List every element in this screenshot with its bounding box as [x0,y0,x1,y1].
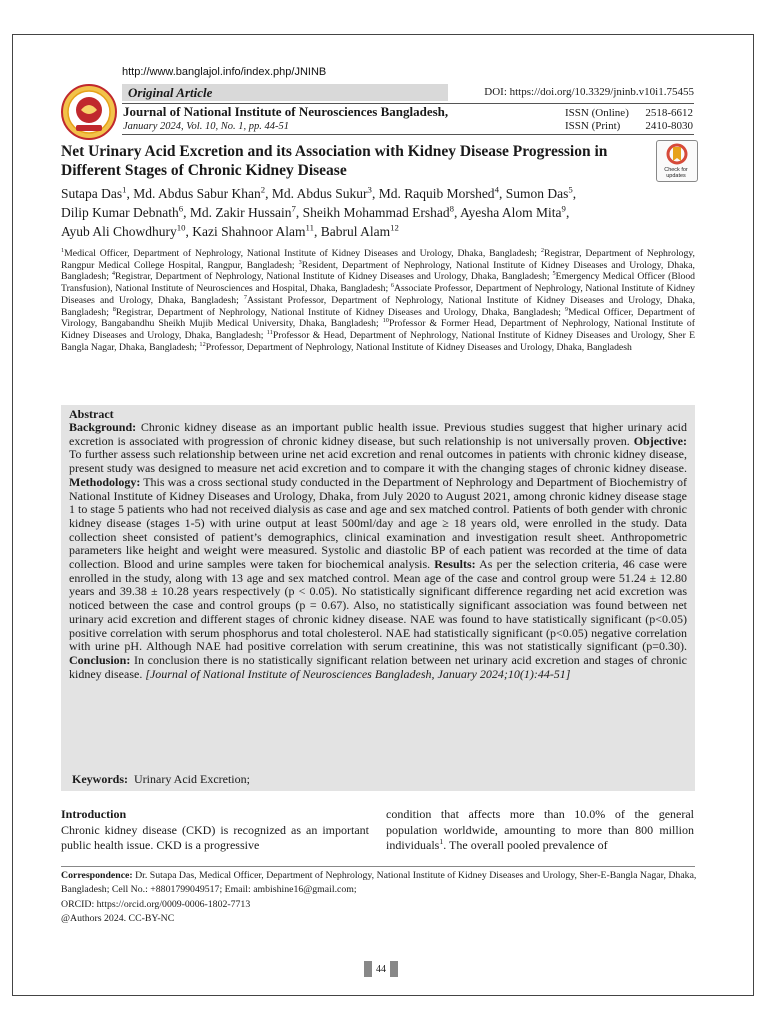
affiliation-sup: 10 [382,316,389,324]
introduction-text-left: Chronic kidney disease (CKD) is recognized as an important public health issue. CKD is a progressive [61,822,369,852]
abstract-text [69,421,687,681]
affiliation-sup: 12 [199,340,206,348]
affiliation-sup: 9 [564,305,569,313]
orcid-link[interactable]: ORCID: https://orcid.org/0009-0006-1802-7713 [61,898,251,910]
check-for-updates-label: Check for updates [664,167,688,179]
author-sup: 11 [305,222,314,233]
background-label: Background: [69,420,137,434]
affiliation-text: Assistant Professor, Department of Nephrology, National Institute of Kidney Diseases and Urology, Dhaka, Bangladesh; [61,294,695,318]
affiliation-text: Registrar, Department of Nephrology, National Institute of Kidney Diseases and Urology, Dhaka, Bangladesh; [115,271,553,283]
conclusion-text: In conclusion there is no statistically significant relation between net urinary acid excretion and stages of chronic kidney disease. [69,652,687,681]
results-label: Results: [434,557,476,572]
page-number-bar-left [364,961,372,977]
page-number-bar-right [390,961,398,977]
journal-title: Journal of National Institute of Neurosciences Bangladesh, [123,104,449,119]
author-name: Md. Abdus Sabur Khan [133,186,261,201]
methodology-label: Methodology: [69,474,141,489]
methodology-text: This was a cross sectional study conducted in the Department of Nephrology and Department of Biochemistry of National Institute of Kidney Diseases and Urology, Dhaka, from July 2020 to August 2021, among chronic kidney disease stage 1 to stage 5 patients who had not received dialysis as case and age and sex matched control. Patients of both gender with chronic kidney disease (stages 1-5) with urine output at least 500ml/day and age ≥ 18 years old, were enrolled in the study. Data collection sheet consisted of patient’s demographics, clinical examination and investigation result sheet. Anthropometric parameters like height and weight were measured. Systolic and diastolic BP of each patient was recorded at the time of data collection. Blood and urine samples were taken for biochemical analysis. [69,474,687,572]
author-sup: 12 [390,222,399,233]
author-name: Ayub Ali Chowdhury [61,224,177,239]
issn-print: 2410-8030 [645,120,693,132]
author-name: Ayesha Alom Mita [460,205,562,220]
journal-logo-icon [60,83,118,141]
citation-ref: 1 [439,837,444,846]
issn-online: 2518-6612 [645,107,693,119]
affiliation-text: Medical Officer, Department of Nephrology, National Institute of Kidney Diseases and Urology, Dhaka, Bangladesh; [64,248,541,259]
background-text: Chronic kidney disease as an important public health issue. Previous studies suggest that higher urinary acid excretion is associated with progression of chronic kidney disease, but such relationship is not universally proven. [69,420,687,448]
author-sup: 10 [176,222,186,233]
correspondence-label: Correspondence: [61,870,133,881]
abstract-citation: [Journal of National Institute of Neurosciences Bangladesh, January 2024;10(1):44-51] [145,666,571,681]
objective-label: Objective: [633,433,687,448]
keywords [72,772,250,787]
affiliations [61,248,695,353]
affiliation-sup: 1 [61,246,65,254]
keywords-label: Keywords: [72,772,128,786]
affiliation-text: Emergency Medical Officer (Blood Transfusion), National Institute of Neurosciences and Hospital, Dhaka, Bangladesh; [61,271,696,295]
header-bottom-divider [122,134,694,135]
author-sup: 2 [260,184,266,195]
journal-issue: January 2024, Vol. 10, No. 1, pp. 44-51 [123,121,289,132]
affiliation-sup: 2 [540,246,544,254]
author-list: Sutapa Das$^1$, Md. Abdus Sabur Khan$^2$, Md. Abdus Sukur$^3$, Md. Raquib Morshed$^4$, Sumon Das$^5$, Dilip Kumar Debnath$^6$, Md. Zakir Hussain$^7$, Sheikh Mohammad Ershad$^8$, Ayesha Alom Mita$^9$, Ayub Ali Chowdhury$^{10}$, Kazi Shahnoor Alam$^{11}$, Babrul Alam$^{12}$ [61,184,577,239]
author-sup: 7 [291,203,296,214]
keywords-text: Urinary Acid Excretion; [134,772,250,786]
issn-block [565,107,693,133]
author-sup: 4 [494,184,499,195]
affiliation-text: Professor & Head, Department of Nephrology, National Institute of Kidney Diseases and Urology, Sher E Bangla Nagar, Dhaka, Bangladesh; [61,329,695,353]
affiliation-sup: 6 [390,281,395,289]
affiliation-text: Resident, Department of Nephrology, National Institute of Kidney Diseases and Urology, Dhaka, Bangladesh; [61,259,695,283]
doi-link[interactable]: DOI: https://doi.org/10.3329/jninb.v10i1.75455 [484,86,694,98]
abstract-heading: Abstract [69,407,114,421]
journal-url[interactable]: http://www.banglajol.info/index.php/JNINB [122,66,327,78]
bookmark-icon [657,141,697,169]
affiliation-sup: 11 [266,328,273,336]
correspondence-text: Dr. Sutapa Das, Medical Officer, Department of Nephrology, National Institute of Kidney Diseases and Urology, Sher-E-Bangla Nagar, Dhaka, Bangladesh; Cell No.: +8801799049517; Email: ambishine16@gmail.com; [61,870,697,896]
affiliation-sup: 3 [298,258,302,266]
author-name: Kazi Shahnoor Alam [192,224,306,239]
author-name: Sumon Das [505,186,569,201]
correspondence-block [61,869,701,926]
affiliation-text: Registrar, Department of Nephrology, National Institute of Kidney Diseases and Urology, Dhaka, Bangladesh; [115,306,565,318]
affiliation-text: Registrar, Department of Nephrology, Rangpur Medical College Hospital, Rangpur, Bangladesh; [61,248,695,271]
author-name: Dilip Kumar Debnath [61,205,179,220]
affiliation-sup: 7 [243,293,247,301]
author-name: Sheikh Mohammad Ershad [302,205,450,220]
article-title: Net Urinary Acid Excretion and its Association with Kidney Disease Progression in Different Stages of Chronic Kidney Disease [61,143,608,179]
issn-print-label: ISSN (Print) [565,120,621,132]
author-name: Sutapa Das [61,186,123,201]
body-column-left [61,807,369,854]
author-name: Md. Raquib Morshed [378,186,495,201]
footer-divider [61,866,695,867]
objective-text: To further assess such relationship between urine net acid excretion and renal outcomes in patients with chronic kidney disease, present study was designed to measure net acid excretion and to compare it with the changing stages of chronic kidney disease. [69,447,687,476]
affiliation-text: Professor & Former Head, Department of Nephrology, National Institute of Kidney Diseases and Urology, Dhaka, Bangladesh; [61,318,695,341]
author-name: Md. Abdus Sukur [271,186,368,201]
affiliation-text: Medical Officer, Department of Virology, Bangabandhu Sheikh Mujib Medical University, Dhaka, Bangladesh; [61,306,695,330]
author-sup: 3 [367,184,372,195]
article-type: Original Article [128,85,213,100]
affiliation-sup: 4 [111,270,116,278]
author-name: Md. Zakir Hussain [189,205,292,220]
author-sup: 8 [449,203,455,214]
body-column-right [386,807,694,854]
author-name: Babrul Alam [320,224,391,239]
affiliation-sup: 5 [552,270,556,278]
issn-online-label: ISSN (Online) [565,107,629,119]
affiliation-text: Professor, Department of Nephrology, National Institute of Kidney Diseases and Urology, Dhaka, Bangladesh [205,341,632,353]
introduction-text-right-a: condition that affects more than 10.0% of the general population worldwide, amounting to more than 800 million individuals [386,807,694,852]
affiliation-text: Associate Professor, Department of Nephrology, National Institute of Kidney Diseases and Urology, Dhaka, Bangladesh; [61,283,695,306]
author-sup: 5 [568,184,573,195]
author-sup: 6 [178,203,184,214]
author-sup: 9 [561,203,566,214]
conclusion-label: Conclusion: [69,652,131,667]
page-number: 44 [376,963,386,975]
author-sup: 1 [122,184,127,195]
license-text: @Authors 2024. CC-BY-NC [61,912,175,924]
results-text: As per the selection criteria, 46 case were enrolled in the study, along with 13 age and sex matched control. Mean age of the case and control group were 51.24 ± 12.80 years and 39.38 ± 10.28 years respectively (p < 0.05). No statistically significant difference regarding net acid excretion was noticed between the case and control groups (p = 0.67). Also, no statistically significant association was found between net urinary acid excretion and different stages of chronic kidney disease. NAE was found to have statistically significant (p<0.05) positive correlation with serum phosphorus and total cholesterol. NAE had statistically significant (p<0.05) negative correlation with urine pH. Although NAE had positive correlation with serum creatinine, this was not statistically significant (p=0.30). [69,557,688,654]
introduction-heading: Introduction [61,807,127,821]
introduction-text-right-b: . The overall pooled prevalence of [443,838,608,852]
affiliation-sup: 8 [112,305,116,313]
page-number-block [364,961,398,977]
